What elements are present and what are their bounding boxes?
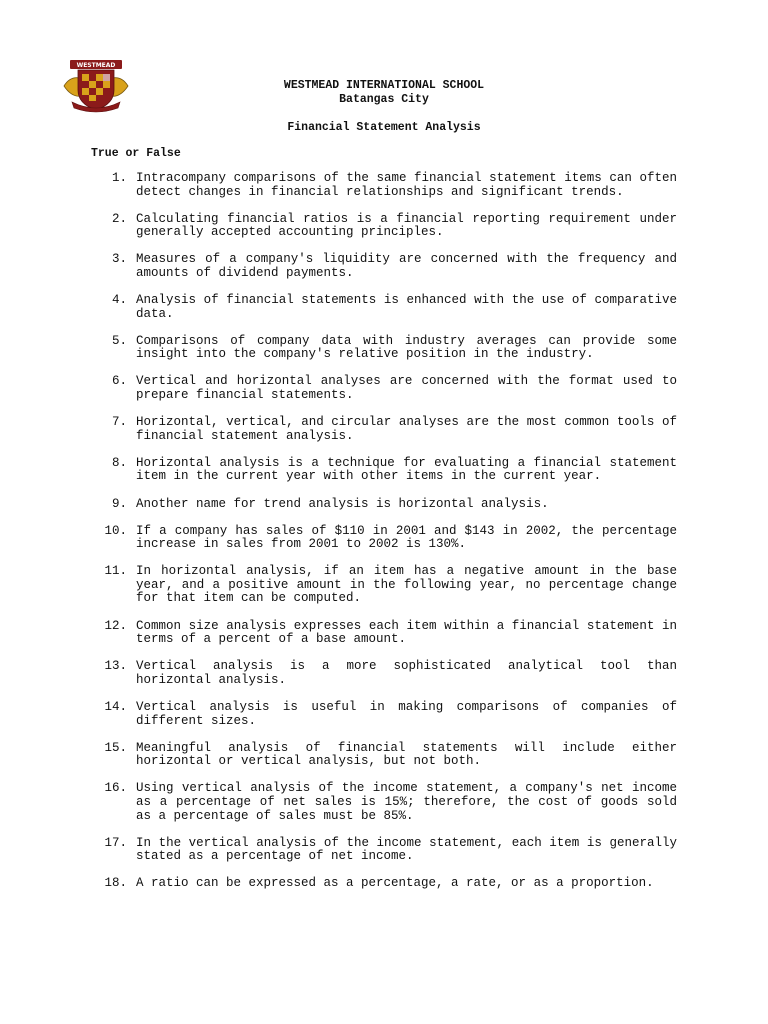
section-heading: True or False <box>91 147 181 160</box>
question-number: 2. <box>111 211 127 226</box>
question-text: Using vertical analysis of the income statement, a company's net income as a percentage of net sales is 15%; therefore, the cost of goods sold as a percentage of sales must be 85%. <box>136 781 677 823</box>
question-text: Horizontal analysis is a technique for evaluating a financial statement item in the current year with other items in the current year. <box>136 455 677 484</box>
question-item <box>0 837 768 864</box>
question-text: Vertical analysis is useful in making comparisons of companies of different sizes. <box>136 699 677 728</box>
question-number: 14. <box>104 699 127 714</box>
question-number: 7. <box>111 415 127 430</box>
question-number: 10. <box>104 523 127 538</box>
question-text: Another name for trend analysis is horizontal analysis. <box>136 496 549 511</box>
school-name: WESTMEAD INTERNATIONAL SCHOOL <box>283 79 485 92</box>
question-number: 15. <box>104 740 127 755</box>
school-city: Batangas City <box>339 93 429 106</box>
question-number: 12. <box>104 618 127 633</box>
question-number: 11. <box>104 564 127 579</box>
question-text: A ratio can be expressed as a percentage, a rate, or as a proportion. <box>136 876 654 891</box>
question-text: In horizontal analysis, if an item has a negative amount in the base year, and a positive amount in the following year, no percentage change for that item can be computed. <box>136 564 677 606</box>
question-number: 8. <box>111 455 127 470</box>
question-text: In the vertical analysis of the income statement, each item is generally stated as a percentage of net income. <box>136 835 677 864</box>
question-number: 6. <box>111 374 127 389</box>
question-item <box>0 335 768 362</box>
question-list <box>0 172 768 904</box>
question-item <box>0 620 768 647</box>
question-text: Analysis of financial statements is enhanced with the use of comparative data. <box>136 293 677 321</box>
question-number: 9. <box>111 496 127 511</box>
question-text: Common size analysis expresses each item within a financial statement in terms of a percent of a base amount. <box>136 618 677 647</box>
question-item <box>0 294 768 321</box>
question-item <box>0 375 768 402</box>
question-item <box>0 565 768 606</box>
question-item <box>0 416 768 443</box>
question-item <box>0 660 768 687</box>
question-text: Comparisons of company data with industry averages can provide some insight into the company's relative position in the industry. <box>136 333 677 362</box>
question-text: Meaningful analysis of financial statements will include either horizontal or vertical analysis, but not both. <box>136 740 677 769</box>
question-number: 17. <box>104 835 127 850</box>
question-number: 13. <box>104 659 127 674</box>
question-item <box>0 172 768 199</box>
question-number: 5. <box>111 333 127 348</box>
question-text: If a company has sales of $110 in 2001 and $143 in 2002, the percentage increase in sales from 2001 to 2002 is 130%. <box>136 523 677 552</box>
question-number: 1. <box>111 171 127 185</box>
document-title: Financial Statement Analysis <box>287 121 481 134</box>
question-text: Calculating financial ratios is a financial reporting requirement under generally accepted accounting principles. <box>136 211 677 240</box>
question-text: Measures of a company's liquidity are concerned with the frequency and amounts of dividend payments. <box>136 252 677 280</box>
question-item <box>0 877 768 891</box>
question-number: 18. <box>104 876 127 891</box>
logo-banner-text: WESTMEAD <box>76 62 116 69</box>
question-item <box>0 213 768 240</box>
question-number: 4. <box>111 293 127 308</box>
question-item <box>0 525 768 552</box>
question-item <box>0 253 768 280</box>
question-item <box>0 742 768 769</box>
question-number: 3. <box>111 252 127 267</box>
question-item <box>0 457 768 484</box>
question-item <box>0 701 768 728</box>
question-text: Intracompany comparisons of the same financial statement items can often detect changes in financial relationships and significant trends. <box>136 171 677 199</box>
question-item <box>0 498 768 512</box>
question-text: Vertical and horizontal analyses are concerned with the format used to prepare financial statements. <box>136 374 677 403</box>
question-text: Vertical analysis is a more sophisticated analytical tool than horizontal analysis. <box>136 659 677 687</box>
question-item <box>0 782 768 823</box>
question-text: Horizontal, vertical, and circular analyses are the most common tools of financial statement analysis. <box>136 415 677 443</box>
question-number: 16. <box>104 781 127 796</box>
